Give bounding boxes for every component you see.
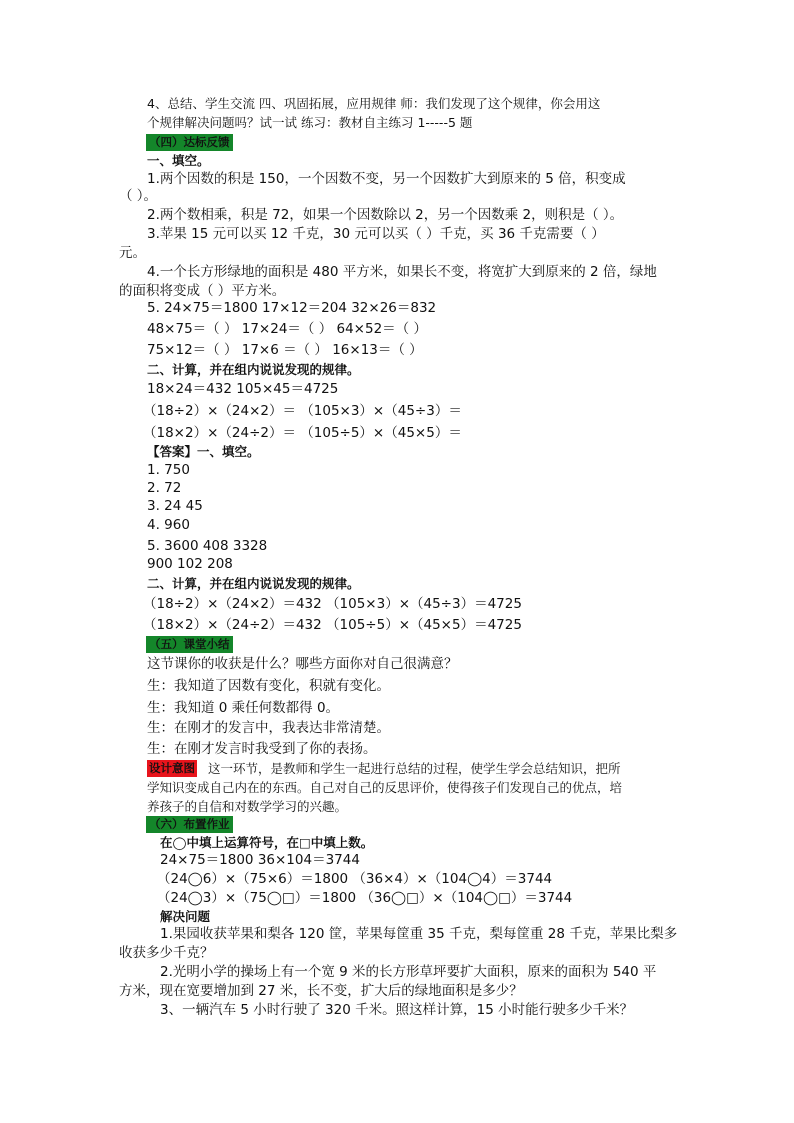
- text-line: 学知识变成自己内在的东西。自己对自己的反思评价，使得孩子们发现自己的优点，培: [147, 780, 623, 795]
- section-title: 二、计算，并在组内说说发现的规律。: [147, 576, 360, 591]
- student-response: 生：我知道 0 乘任何数都得 0。: [147, 700, 340, 716]
- homework-instruction: 在◯中填上运算符号，在□中填上数。: [160, 835, 374, 850]
- student-response: 生：在刚才的发言中，我表达非常清楚。: [147, 720, 390, 736]
- section-title: 二、计算，并在组内说说发现的规律。: [147, 362, 360, 377]
- question-line: 48×75＝（ ） 17×24＝（ ） 64×52＝（ ）: [147, 321, 427, 337]
- equation-line: （18×2）×（24÷2）＝ （105÷5）×（45×5）＝: [143, 425, 462, 441]
- question-line: 5. 24×75＝1800 17×12＝204 32×26＝832: [147, 300, 437, 316]
- student-response: 生：我知道了因数有变化，积就有变化。: [147, 678, 390, 694]
- text-line: 4、总结、学生交流 四、巩固拓展，应用规律 师：我们发现了这个规律，你会用这: [147, 96, 601, 111]
- question-line: 75×12＝（ ） 17×6 ＝（ ） 16×13＝（ ）: [147, 342, 423, 358]
- question-line: 2.两个数相乘，积是 72，如果一个因数除以 2，另一个因数乘 2，则积是（ ）。: [147, 207, 624, 223]
- problem-heading: 解决问题: [160, 909, 211, 924]
- problem-line: 收获多少千克？: [119, 945, 214, 961]
- question-line: 的面积将变成（ ）平方米。: [119, 283, 286, 299]
- equation-line: （24◯3）×（75◯□）＝1800 （36◯□）×（104◯□）＝3744: [157, 890, 573, 906]
- section-heading-4: （四）达标反馈: [146, 134, 233, 151]
- equation-line: 18×24＝432 105×45＝4725: [147, 381, 339, 397]
- answer-line: 3. 24 45: [147, 498, 203, 514]
- problem-line: 3、一辆汽车 5 小时行驶了 320 千米。照这样计算，15 小时能行驶多少千米？: [160, 1002, 634, 1018]
- design-intent-label: 设计意图: [149, 761, 195, 775]
- problem-line: 方米，现在宽要增加到 27 米，长不变，扩大后的绿地面积是多少？: [119, 983, 523, 999]
- question-line: 4.一个长方形绿地的面积是 480 平方米，如果长不变，将宽扩大到原来的 2 倍，绿地: [147, 264, 657, 280]
- answer-line: 900 102 208: [147, 556, 233, 572]
- problem-line: 1.果园收获苹果和梨各 120 筐，苹果每筐重 35 千克，梨每筐重 28 千克，苹果比梨多: [160, 926, 678, 942]
- section-heading-6: （六）布置作业: [146, 816, 233, 833]
- answer-heading: 【答案】一、填空。: [147, 444, 260, 459]
- equation-line: （18÷2）×（24×2）＝432 （105×3）×（45÷3）＝4725: [143, 596, 522, 612]
- equation-line: （18×2）×（24÷2）＝432 （105÷5）×（45×5）＝4725: [143, 617, 522, 633]
- student-response: 生：在刚才发言时我受到了你的表扬。: [147, 741, 377, 757]
- text-line: 个规律解决问题吗？试一试 练习：教材自主练习 1-----5 题: [147, 115, 473, 130]
- section-title: 一、填空。: [147, 153, 210, 168]
- answer-line: 5. 3600 408 3328: [147, 538, 268, 554]
- problem-line: 2.光明小学的操场上有一个宽 9 米的长方形草坪要扩大面积，原来的面积为 540 平: [160, 964, 657, 980]
- text-line: 这一环节，是教师和学生一起进行总结的过程，使学生学会总结知识，把所: [208, 761, 621, 776]
- question-line: 3.苹果 15 元可以买 12 千克，30 元可以买（ ）千克，买 36 千克需要（ ）: [147, 226, 605, 242]
- question-line: 元。: [119, 245, 146, 261]
- question-line: 1.两个因数的积是 150，一个因数不变，另一个因数扩大到原来的 5 倍，积变成: [147, 171, 626, 187]
- question-line: （ ）。: [119, 188, 158, 204]
- text-line: 养孩子的自信和对数学学习的兴趣。: [147, 799, 348, 814]
- equation-line: （24◯6）×（75×6）＝1800 （36×4）×（104◯4）＝3744: [157, 871, 553, 887]
- answer-line: 1. 750: [147, 462, 190, 478]
- equation-line: （18÷2）×（24×2）＝ （105×3）×（45÷3）＝: [143, 403, 462, 419]
- section-heading-5: （五）课堂小结: [146, 636, 233, 653]
- answer-line: 2. 72: [147, 480, 182, 496]
- equation-line: 24×75＝1800 36×104＝3744: [160, 852, 360, 868]
- answer-line: 4. 960: [147, 517, 190, 533]
- summary-question: 这节课你的收获是什么？哪些方面你对自己很满意？: [147, 656, 458, 672]
